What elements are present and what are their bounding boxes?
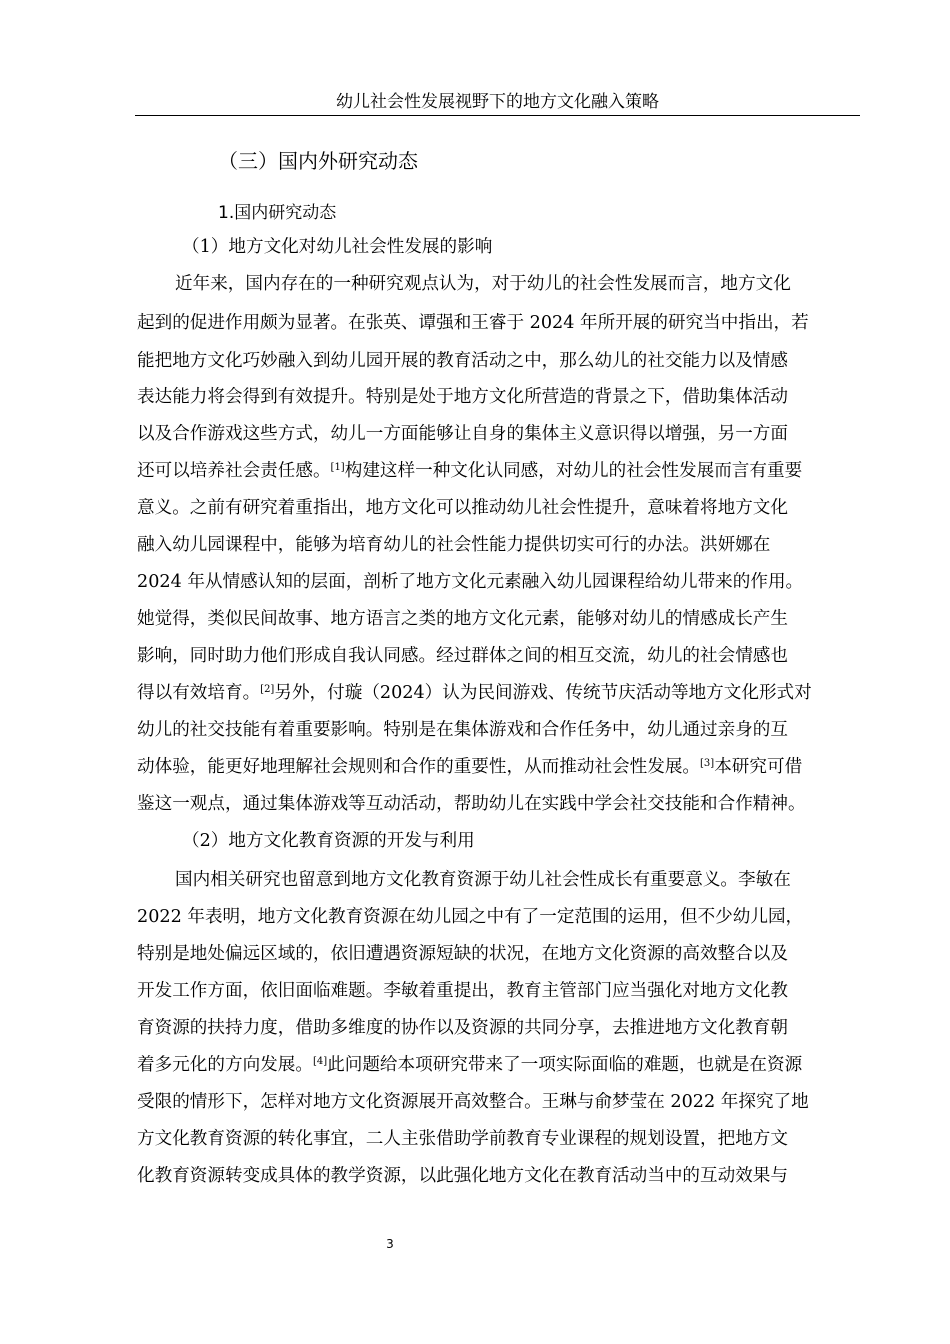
body-line <box>137 568 803 596</box>
line-text: 影响，同时助力他们形成自我认同感。经过群体之间的相互交流，幼儿的社会情感也 <box>137 646 788 666</box>
header-rule <box>135 115 860 116</box>
line-text: 融入幼儿园课程中，能够为培育幼儿的社会性能力提供切实可行的办法。洪妍娜在 <box>137 535 771 555</box>
body-line <box>137 1014 788 1042</box>
body-line <box>137 605 788 633</box>
line-text-continued: 本研究可借 <box>714 757 803 777</box>
line-text: （1）地方文化对幼儿社会性发展的影响 <box>182 237 493 257</box>
line-text: 近年来，国内存在的一种研究观点认为，对于幼儿的社会性发展而言，地方文化 <box>175 274 791 294</box>
line-text: 意义。之前有研究着重指出，地方文化可以推动幼儿社会性提升，意味着将地方文化 <box>137 498 788 518</box>
line-text: 能把地方文化巧妙融入到幼儿园开展的教育活动之中，那么幼儿的社交能力以及情感 <box>137 351 788 371</box>
line-text: 幼儿的社交技能有着重要影响。特别是在集体游戏和合作任务中，幼儿通过亲身的互 <box>137 720 788 740</box>
body-line <box>137 642 788 670</box>
line-text: 以及合作游戏这些方式，幼儿一方面能够让自身的集体主义意识得以增强，另一方面 <box>137 424 788 444</box>
line-text: 育资源的扶持力度，借助多维度的协作以及资源的共同分享，去推进地方文化教育朝 <box>137 1018 788 1038</box>
page-number: 3 <box>386 1237 394 1251</box>
body-line <box>137 790 806 818</box>
line-text: 表达能力将会得到有效提升。特别是处于地方文化所营造的背景之下，借助集体活动 <box>137 387 788 407</box>
line-text: 得以有效培育。 <box>137 683 261 703</box>
line-text: 开发工作方面，依旧面临难题。李敏着重提出，教育主管部门应当强化对地方文化教 <box>137 981 788 1001</box>
body-line <box>137 1051 802 1079</box>
body-line <box>137 457 802 485</box>
body-line <box>137 679 812 707</box>
section-heading: （三）国内外研究动态 <box>218 149 418 173</box>
line-text: 鉴这一观点，通过集体游戏等互动活动，帮助幼儿在实践中学会社交技能和合作精神。 <box>137 794 806 814</box>
body-line <box>137 940 788 968</box>
citation-2: [2] <box>260 684 275 695</box>
citation-4: [4] <box>312 1056 328 1067</box>
line-text: 她觉得，类似民间故事、地方语言之类的地方文化元素，能够对幼儿的情感成长产生 <box>137 609 788 629</box>
body-line <box>137 716 788 744</box>
body-line <box>137 977 788 1005</box>
body-line <box>137 903 803 931</box>
line-text: （2）地方文化教育资源的开发与利用 <box>182 831 475 851</box>
paragraph-heading-1 <box>182 233 492 261</box>
body-line <box>137 1125 788 1153</box>
line-text: 起到的促进作用颇为显著。在张英、谭强和王睿于 2024 年所开展的研究当中指出，若 <box>137 313 809 333</box>
body-line <box>137 1162 788 1190</box>
citation-1: [1] <box>330 462 345 473</box>
body-line <box>137 494 788 522</box>
line-text: 方文化教育资源的转化事宜，二人主张借助学前教育专业课程的规划设置，把地方文 <box>137 1129 788 1149</box>
line-text: 2024 年从情感认知的层面，剖析了地方文化元素融入幼儿园课程给幼儿带来的作用。 <box>137 572 804 592</box>
body-line <box>137 1088 809 1116</box>
line-text: 国内相关研究也留意到地方文化教育资源于幼儿社会性成长有重要意义。李敏在 <box>175 870 791 890</box>
line-text-continued: 另外，付璇（2024）认为民间游戏、传统节庆活动等地方文化形式对 <box>274 683 812 703</box>
body-line <box>137 753 802 781</box>
line-text: 还可以培养社会责任感。 <box>137 461 331 481</box>
body-line <box>137 420 788 448</box>
body-line <box>137 531 770 559</box>
line-text: 动体验，能更好地理解社会规则和合作的重要性，从而推动社会性发展。 <box>137 757 701 777</box>
line-text: 着多元化的方向发展。 <box>137 1055 313 1075</box>
body-line <box>175 866 791 894</box>
line-text: 受限的情形下，怎样对地方文化资源展开高效整合。王琳与俞梦莹在 2022 年探究了地 <box>137 1092 809 1112</box>
line-text: 2022 年表明，地方文化教育资源在幼儿园之中有了一定范围的运用，但不少幼儿园， <box>137 907 804 927</box>
running-header: 幼儿社会性发展视野下的地方文化融入策略 <box>336 92 659 112</box>
paragraph-heading-2 <box>182 827 475 855</box>
body-line <box>137 309 809 337</box>
line-text-continued: 构建这样一种文化认同感，对幼儿的社会性发展而言有重要 <box>344 461 803 481</box>
body-line <box>137 347 788 375</box>
body-line <box>137 383 788 411</box>
line-text: 特别是地处偏远区域的，依旧遭遇资源短缺的状况，在地方文化资源的高效整合以及 <box>137 944 788 964</box>
citation-3: [3] <box>700 758 715 769</box>
subsection-heading: 1.国内研究动态 <box>218 203 337 223</box>
line-text-continued: 此问题给本项研究带来了一项实际面临的难题，也就是在资源 <box>327 1055 803 1075</box>
line-text: 化教育资源转变成具体的教学资源，以此强化地方文化在教育活动当中的互动效果与 <box>137 1166 788 1186</box>
body-line <box>175 270 791 298</box>
